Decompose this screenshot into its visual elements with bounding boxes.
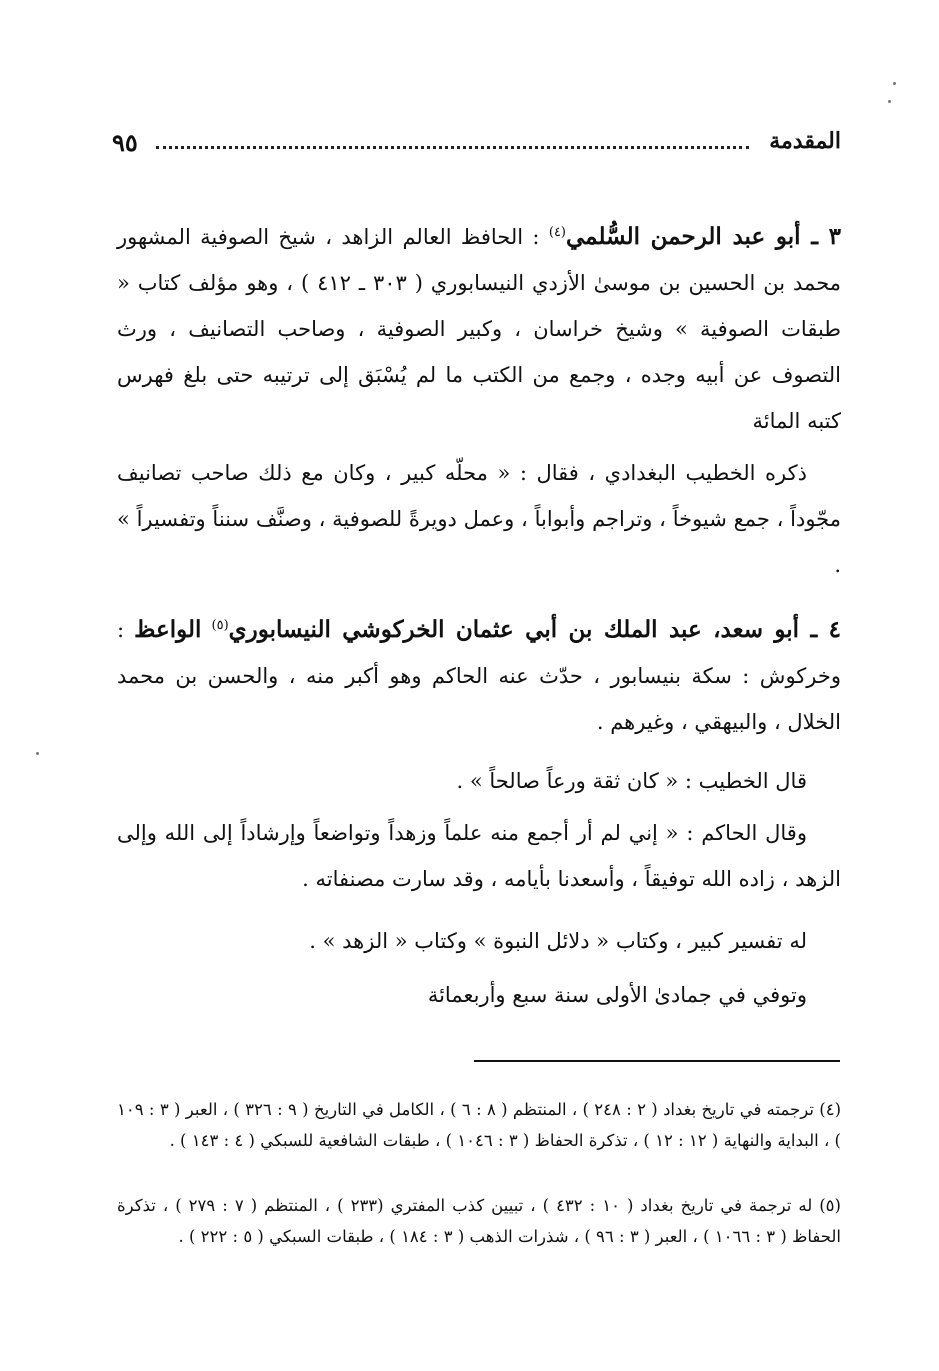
entry-4-paragraph-3: وقال الحاكم : « إني لم أر أجمع منه علماً وزهداً وتواضعاً وإرشاداً إلى الله وإلى الزهد ، زاده الله توفيقاً ، وأسعدنا بأيامه ، وقد سارت مصنفاته .: [117, 821, 841, 891]
entry-4-text: : وخركوش : سكة بنيسابور ، حدّث عنه الحاكم وهو أكبر منه ، والحسن بن محمد الخلال ، والبيهقي ، وغيرهم .: [117, 618, 841, 734]
entry-4-paragraph: [117, 607, 841, 745]
footnote-separator: [474, 1060, 840, 1062]
entry-3-text: : الحافظ العالم الزاهد ، شيخ الصوفية المشهور محمد بن الحسين بن موسىٰ الأزدي النيسابوري ( ٣٠٣ ـ ٤١٢ ) ، وهو مؤلف كتاب « طبقات الصوفية » وشيخ خراسان ، وكبير الصوفية ، وصاحب التصانيف ، ورث التصوف عن أبيه وجده ، وجمع من الكتب ما لم يُسْبَق إلى ترتيبه حتى بلغ فهرس كتبه المائة: [117, 225, 841, 433]
running-header: [112, 128, 841, 164]
footnote-ref-4: (٤): [548, 225, 566, 240]
entry-3-paragraph-2: ذكره الخطيب البغدادي ، فقال : « محلّه كبير ، وكان مع ذلك صاحب تصانيف مجّوداً ، جمع شيوخاً ، وتراجم وأبواباً ، وعمل دويرةً للصوفية ، وصنَّف سنناً وتفسيراً » .: [117, 461, 841, 577]
entry-4-title-word: الواعظ: [134, 616, 202, 643]
footnote-5: (٥) له ترجمة في تاريخ بغداد ( ١٠ : ٤٣٢ ) ، تبيين كذب المفتري (٢٣٣ ) ، المنتظم ( ٧ : ٢٧٩ ) ، تذكرة الحفاظ ( ٣ : ١٠٦٦ ) ، العبر ( ٣ : ٩٦ ) ، شذرات الذهب ( ٣ : ١٨٤ ) ، طبقات السبكي ( ٥ : ٢٢٢ ) .: [117, 1196, 841, 1246]
entry-4-paragraph-4: له تفسير كبير ، وكتاب « دلائل النبوة » وكتاب « الزهد » .: [309, 929, 807, 953]
page-number: ٩٥: [112, 128, 138, 157]
scan-speck: [888, 100, 891, 103]
header-title: المقدمة: [769, 128, 841, 154]
entry-4-paragraph-2: قال الخطيب : « كان ثقة ورعاً صالحاً » .: [456, 769, 807, 793]
footnote-ref-5: (٥): [211, 618, 229, 633]
scan-speck: [893, 82, 896, 85]
entry-4-paragraph-5: وتوفي في جمادىٰ الأولى سنة سبع وأربعمائة: [427, 983, 807, 1007]
entry-3-heading: ٣ ـ أبو عبد الرحمن السُّلمي: [566, 223, 842, 250]
footnote-4: (٤) ترجمته في تاريخ بغداد ( ٢ : ٢٤٨ ) ، المنتظم ( ٨ : ٦ ) ، الكامل في التاريخ ( ٩ : ٣٢٦ ) ، العبر ( ٣ : ١٠٩ ) ، البداية والنهاية ( ١٢ : ١٢ ) ، تذكرة الحفاظ ( ٣ : ١٠٤٦ ) ، طبقات الشافعية للسبكي ( ٤ : ١٤٣ ) .: [117, 1100, 841, 1150]
header-dot-leader: [156, 146, 749, 149]
entry-4-heading: ٤ ـ أبو سعد، عبد الملك بن أبي عثمان الخركوشي النيسابوري: [228, 616, 841, 643]
scan-speck: [36, 752, 39, 755]
entry-3-paragraph: [117, 214, 841, 444]
